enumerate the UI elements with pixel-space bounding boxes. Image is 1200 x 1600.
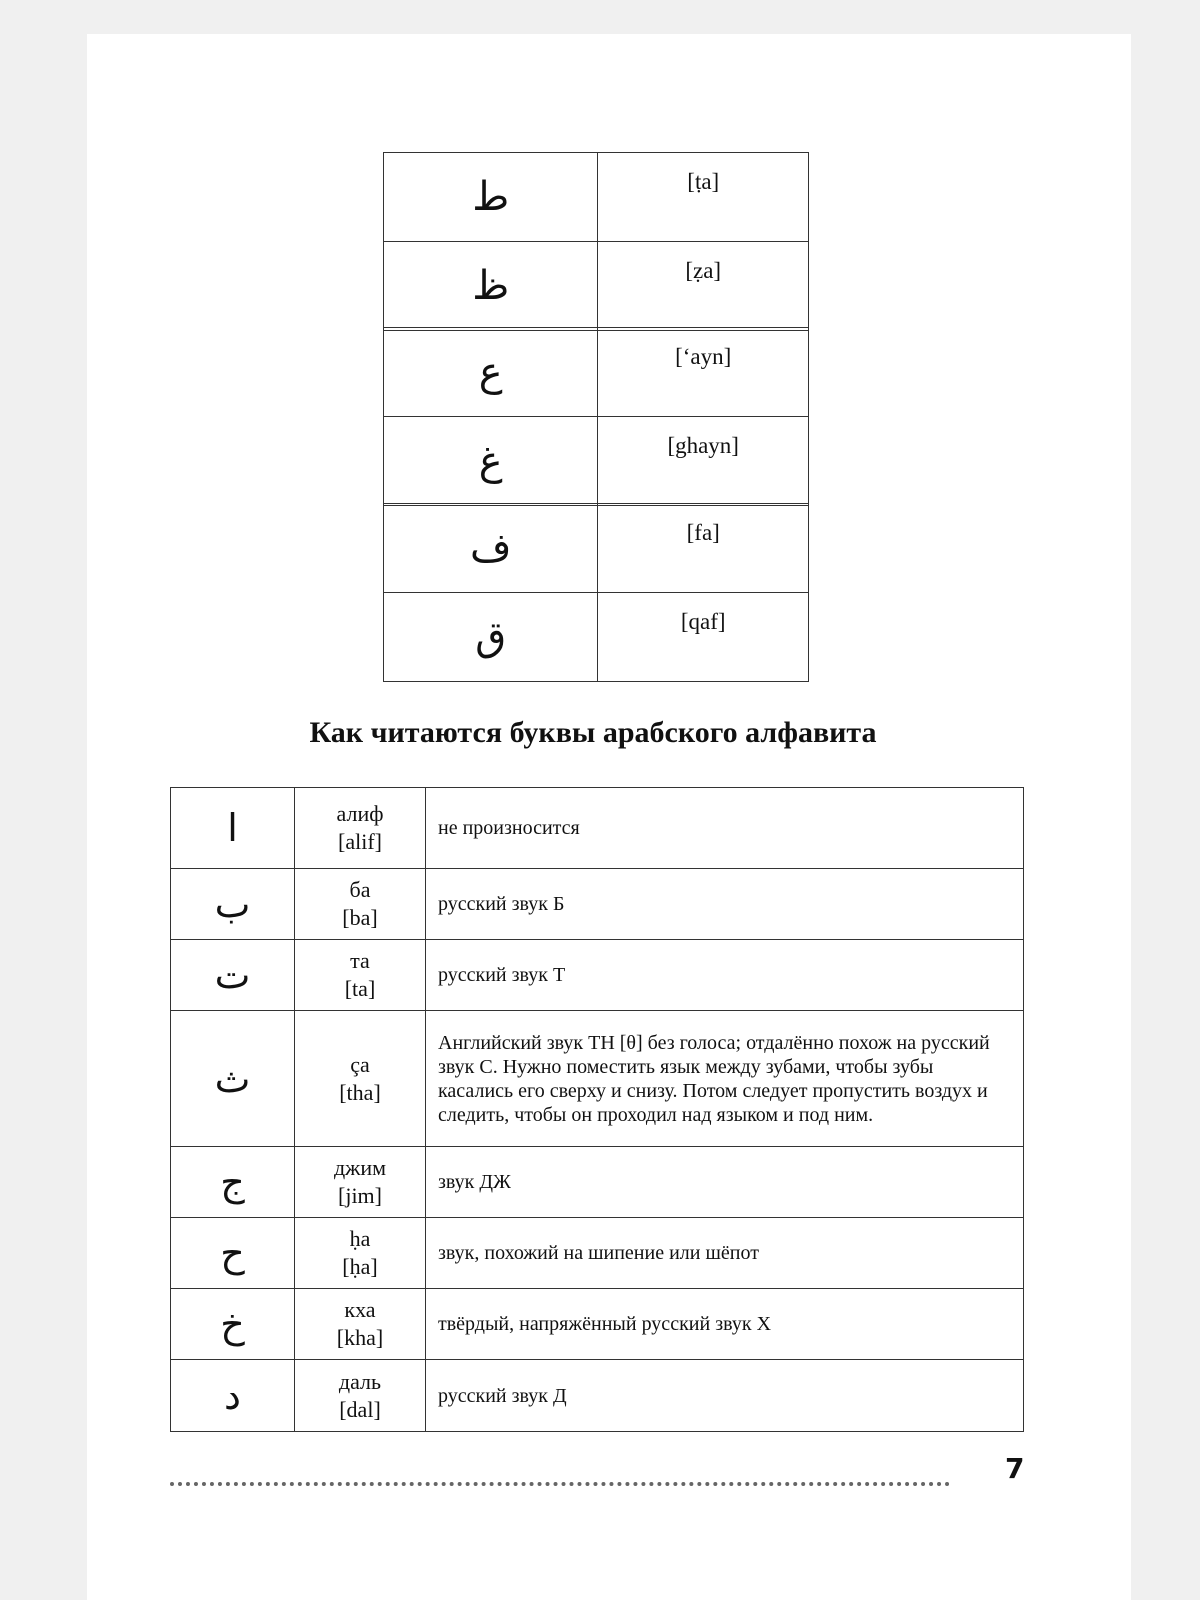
transliteration: [alif] <box>338 829 382 854</box>
letter-pair-table <box>383 327 809 506</box>
footer-dotted-line <box>170 1482 950 1486</box>
letter-pair-table <box>383 152 809 331</box>
transliteration: [dal] <box>339 1396 381 1422</box>
letter-pair-table <box>383 503 809 682</box>
table-row <box>171 940 1024 1011</box>
pronunciation-description: звук ДЖ <box>426 1147 1024 1218</box>
transliteration: [tha] <box>339 1079 381 1105</box>
pronunciation-description: не произносится <box>426 788 1024 869</box>
letter-name-cell <box>295 869 426 940</box>
letter-name: алиф <box>336 801 384 826</box>
arabic-letter: ع <box>478 349 503 395</box>
pronunciation-description: твёрдый, напряжённый русский звук Х <box>426 1289 1024 1360</box>
letter-name: джим <box>333 1155 387 1180</box>
transliteration: [‘ayn] <box>598 328 809 417</box>
book-page <box>87 34 1131 1600</box>
pronunciation-description: Английский звук TH [θ] без голоса; отдалённо похож на русский звук С. Нужно поместить язык между зубами, чтобы зубы касались его сверху и снизу. Потом следует пропустить воздух и следить, чтобы он проходил над языком и под ним. <box>426 1011 1024 1147</box>
arabic-letter: ج <box>220 1160 245 1204</box>
alphabet-table <box>170 787 1024 1432</box>
transliteration: [ghayn] <box>598 417 809 506</box>
arabic-letter: ظ <box>472 263 510 309</box>
transliteration: [ba] <box>342 905 378 930</box>
table-row <box>171 1147 1024 1218</box>
transliteration: [ta] <box>344 976 376 1001</box>
arabic-letter: غ <box>478 438 503 484</box>
table-row <box>171 788 1024 869</box>
transliteration: [qaf] <box>598 593 809 682</box>
letter-name: кха <box>344 1297 376 1322</box>
arabic-letter: ف <box>470 525 512 571</box>
arabic-letter: ا <box>227 806 238 850</box>
page-number: 7 <box>1005 1452 1025 1485</box>
letter-name: ḥa <box>349 1226 371 1251</box>
table-row <box>384 504 809 593</box>
arabic-letter: ت <box>214 953 251 997</box>
pronunciation-description: русский звук Д <box>426 1360 1024 1432</box>
arabic-letter: د <box>224 1373 241 1418</box>
letter-name-cell <box>295 1218 426 1289</box>
letter-name-cell <box>295 1011 426 1147</box>
letter-name: та <box>350 948 370 973</box>
transliteration: [fa] <box>598 504 809 593</box>
arabic-letter: ب <box>214 882 251 926</box>
letter-name: даль <box>338 1368 382 1394</box>
pronunciation-description: русский звук Б <box>426 869 1024 940</box>
section-heading: Как читаются буквы арабского алфавита <box>309 716 877 749</box>
table-row <box>171 869 1024 940</box>
pronunciation-description: русский звук Т <box>426 940 1024 1011</box>
table-row <box>171 1011 1024 1147</box>
table-row <box>384 593 809 682</box>
table-row <box>171 1360 1024 1432</box>
transliteration: [ẓa] <box>598 242 809 331</box>
letter-name-cell <box>295 1360 426 1432</box>
letter-name-cell <box>295 940 426 1011</box>
table-row <box>384 328 809 417</box>
table-row <box>171 1218 1024 1289</box>
arabic-letter: خ <box>220 1302 245 1346</box>
transliteration: [kha] <box>336 1325 384 1350</box>
letter-name-cell <box>295 788 426 869</box>
arabic-letter: ح <box>220 1231 245 1275</box>
letter-name: ça <box>350 1051 370 1077</box>
arabic-letter: ق <box>475 614 507 660</box>
table-row <box>384 153 809 242</box>
table-row <box>384 417 809 506</box>
table-row <box>384 242 809 331</box>
table-row <box>171 1289 1024 1360</box>
letter-name-cell <box>295 1147 426 1218</box>
letter-name-cell <box>295 1289 426 1360</box>
letter-name: ба <box>349 877 371 902</box>
transliteration: [jim] <box>338 1183 382 1208</box>
transliteration: [ṭa] <box>598 153 809 242</box>
transliteration: [ḥa] <box>342 1254 378 1279</box>
pronunciation-description: звук, похожий на шипение или шёпот <box>426 1218 1024 1289</box>
arabic-letter: ث <box>214 1056 251 1101</box>
arabic-letter: ط <box>472 174 510 220</box>
